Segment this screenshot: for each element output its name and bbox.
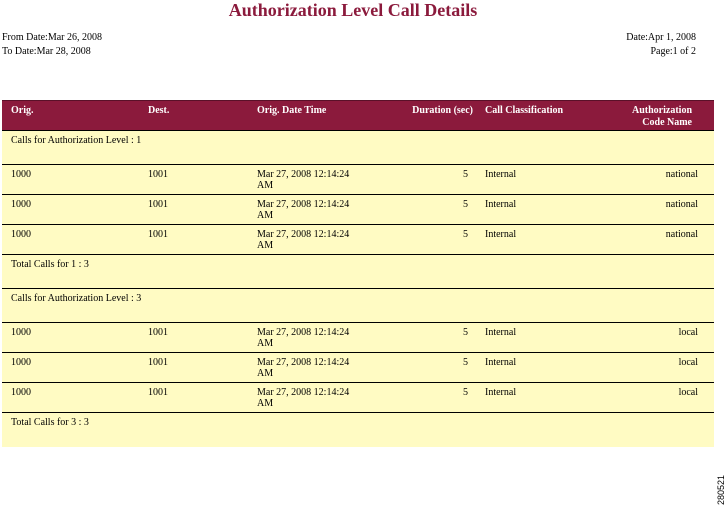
duration-cell: 5 [391, 323, 481, 353]
table-row [2, 383, 714, 413]
datetime-cell: Mar 27, 2008 12:14:24 AM [257, 357, 350, 379]
group-header-row [2, 289, 714, 323]
orig-cell: 1000 [2, 383, 146, 413]
to-date: To Date:Mar 28, 2008 [2, 46, 91, 57]
auth-code-cell: local [611, 323, 714, 353]
orig-cell: 1000 [2, 353, 146, 383]
dest-cell: 1001 [146, 353, 255, 383]
column-header: Duration (sec) [391, 101, 481, 131]
group-total: Total Calls for 3 : 3 [2, 413, 146, 447]
datetime-cell: Mar 27, 2008 12:14:24 AM [257, 169, 350, 191]
group-label: Calls for Authorization Level : 1 [2, 131, 146, 165]
datetime-cell: Mar 27, 2008 12:14:24 AM [257, 327, 350, 349]
dest-cell: 1001 [146, 165, 255, 195]
duration-cell: 5 [391, 353, 481, 383]
auth-code-cell: national [611, 195, 714, 225]
column-header: Orig. [2, 101, 146, 131]
table-row [2, 165, 714, 195]
duration-cell: 5 [391, 383, 481, 413]
duration-cell: 5 [391, 225, 481, 255]
classification-cell: Internal [481, 195, 611, 225]
auth-code-cell: local [611, 383, 714, 413]
classification-cell: Internal [481, 225, 611, 255]
date-range [2, 31, 102, 59]
call-details-table [2, 100, 714, 447]
group-header-row [2, 131, 714, 165]
classification-cell: Internal [481, 383, 611, 413]
dest-cell: 1001 [146, 225, 255, 255]
column-header: Call Classification [481, 101, 611, 131]
dest-cell: 1001 [146, 383, 255, 413]
group-total-row [2, 413, 714, 447]
dest-cell: 1001 [146, 323, 255, 353]
orig-cell: 1000 [2, 323, 146, 353]
classification-cell: Internal [481, 165, 611, 195]
table-row [2, 225, 714, 255]
duration-cell: 5 [391, 165, 481, 195]
auth-code-cell: national [611, 225, 714, 255]
dest-cell: 1001 [146, 195, 255, 225]
report-info [626, 31, 696, 59]
report-title: Authorization Level Call Details [228, 0, 478, 20]
auth-code-cell: national [611, 165, 714, 195]
page-number: Page:1 of 2 [650, 46, 696, 57]
table-header-row [2, 101, 714, 131]
datetime-cell: Mar 27, 2008 12:14:24 AM [257, 387, 350, 409]
orig-cell: 1000 [2, 225, 146, 255]
orig-cell: 1000 [2, 165, 146, 195]
group-label: Calls for Authorization Level : 3 [2, 289, 146, 323]
column-header: Authorization Code Name [611, 101, 714, 131]
duration-cell: 5 [391, 195, 481, 225]
from-date: From Date:Mar 26, 2008 [2, 32, 102, 43]
classification-cell: Internal [481, 323, 611, 353]
group-total: Total Calls for 1 : 3 [2, 255, 146, 289]
column-header: Dest. [146, 101, 255, 131]
table-row [2, 323, 714, 353]
table-row [2, 353, 714, 383]
classification-cell: Internal [481, 353, 611, 383]
figure-id: 280521 [716, 475, 726, 505]
report-date: Date:Apr 1, 2008 [626, 32, 696, 43]
datetime-cell: Mar 27, 2008 12:14:24 AM [257, 229, 350, 251]
orig-cell: 1000 [2, 195, 146, 225]
datetime-cell: Mar 27, 2008 12:14:24 AM [257, 199, 350, 221]
group-total-row [2, 255, 714, 289]
auth-code-cell: local [611, 353, 714, 383]
column-header: Orig. Date Time [255, 101, 391, 131]
table-row [2, 195, 714, 225]
